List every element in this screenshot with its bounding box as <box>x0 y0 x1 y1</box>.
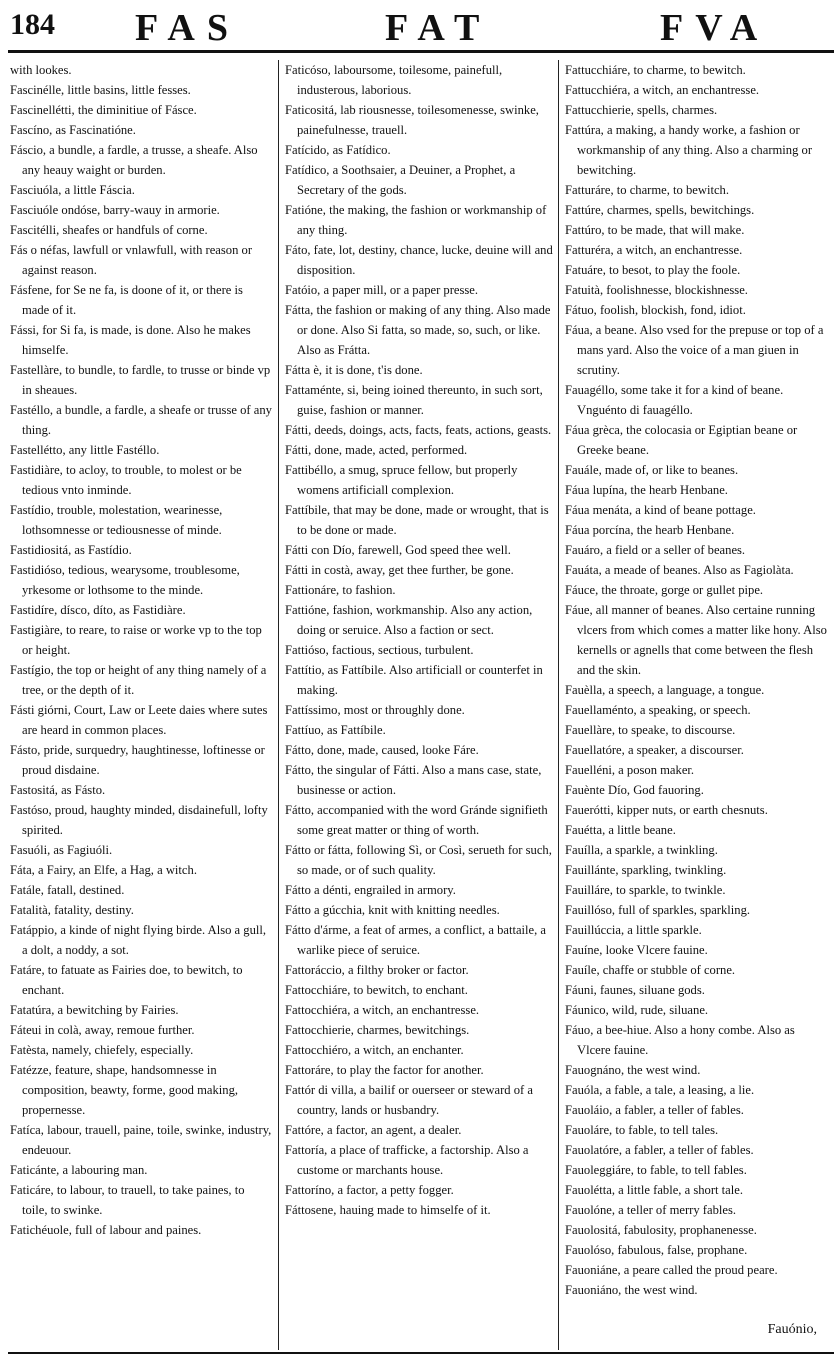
dictionary-entry: Fauolétta, a little fable, a short tale. <box>565 1183 743 1197</box>
dictionary-entry: Fauènte Dío, God fauoring. <box>565 783 704 797</box>
dictionary-entry: Fatóio, a paper mill, or a paper presse. <box>285 283 479 297</box>
dictionary-entry: Fásti giórni, Court, Law or Leete daies where sutes are heard in common places. <box>10 703 268 737</box>
dictionary-entry: Fastidiositá, as Fastídio. <box>10 543 132 557</box>
dictionary-entry: Fasciuóle ondóse, barry-wauy in armorie. <box>10 203 220 217</box>
dictionary-entry: Fauoláre, to fable, to tell tales. <box>565 1123 719 1137</box>
dictionary-entry: Fattoríno, a factor, a petty fogger. <box>285 1183 454 1197</box>
dictionary-entry: Fatióne, the making, the fashion or workmanship of any thing. <box>285 203 547 237</box>
dictionary-entry: Fátto a gúcchia, knit with knitting needles. <box>285 903 500 917</box>
dictionary-entry: Fattúra, a making, a handy worke, a fashion or workmanship of any thing. Also a charming or bewitching. <box>565 123 813 177</box>
page-number: 184 <box>10 8 55 41</box>
footer-rule <box>8 1352 834 1354</box>
dictionary-entry: Fásto, pride, surquedry, haughtinesse, loftinesse or proud disdaine. <box>10 743 265 777</box>
dictionary-entry: Fastóso, proud, haughty minded, disdainefull, lofty spirited. <box>10 803 268 837</box>
dictionary-entry: Fatídico, a Soothsaier, a Deuiner, a Prophet, a Secretary of the gods. <box>285 163 516 197</box>
dictionary-entry: Fasuóli, as Fagiuóli. <box>10 843 113 857</box>
dictionary-entry: Fauagéllo, some take it for a kind of beane. Vnguénto di fauagéllo. <box>565 383 784 417</box>
dictionary-entry: Fatáre, to fatuate as Fairies doe, to bewitch, to enchant. <box>10 963 243 997</box>
dictionary-entry: Fattionáre, to fashion. <box>285 583 396 597</box>
dictionary-entry: Fauílla, a sparkle, a twinkling. <box>565 843 718 857</box>
dictionary-entry: Fattocchiéra, a witch, an enchantresse. <box>285 1003 480 1017</box>
dictionary-entry: Fattocchierie, charmes, bewitchings. <box>285 1023 470 1037</box>
dictionary-entry: Faticóso, laboursome, toilesome, painefull, industerous, laborious. <box>285 63 503 97</box>
dictionary-entry: Fattocchiáre, to bewitch, to enchant. <box>285 983 468 997</box>
dictionary-entry: Fátto d'árme, a feat of armes, a conflict, a battaile, a warlike piece of seruice. <box>285 923 547 957</box>
dictionary-entry: Fátti, deeds, doings, acts, facts, feats, actions, geasts. <box>285 423 552 437</box>
dictionary-entry: Fauilláre, to sparkle, to twinkle. <box>565 883 726 897</box>
dictionary-entry: Fascíno, as Fascinatióne. <box>10 123 136 137</box>
dictionary-entry: Fastidíre, dísco, díto, as Fastidiàre. <box>10 603 186 617</box>
dictionary-entry: Fauillúccia, a little sparkle. <box>565 923 702 937</box>
dictionary-entry: Fauoleggiáre, to fable, to tell fables. <box>565 1163 747 1177</box>
dictionary-entry: Fastéllo, a bundle, a fardle, a sheafe or trusse of any thing. <box>10 403 272 437</box>
dictionary-entry: Fatalità, fatality, destiny. <box>10 903 134 917</box>
dictionary-entry: Fauellàre, to speake, to discourse. <box>565 723 736 737</box>
dictionary-entry: Fattíbile, that may be done, made or wrought, that is to be done or made. <box>285 503 549 537</box>
dictionary-entry: Faticáre, to labour, to trauell, to take paines, to toile, to swinke. <box>10 1183 245 1217</box>
dictionary-entry: Fattoría, a place of trafficke, a factorship. Also a custome or marchants house. <box>285 1143 529 1177</box>
dictionary-entry: Fascinellétti, the diminitiue of Fásce. <box>10 103 197 117</box>
dictionary-entry: Fáto, fate, lot, destiny, chance, lucke, deuine will and disposition. <box>285 243 553 277</box>
dictionary-entry: Fauolositá, fabulosity, prophanenesse. <box>565 1223 757 1237</box>
dictionary-entry: Fás o néfas, lawfull or vnlawfull, with reason or against reason. <box>10 243 253 277</box>
dictionary-entry: Fátto, accompanied with the word Gránde signifieth some great matter or thing of worth. <box>285 803 548 837</box>
dictionary-entry: Fáunico, wild, rude, siluane. <box>565 1003 709 1017</box>
dictionary-entry: Fatáppio, a kinde of night flying birde. Also a gull, a dolt, a noddy, a sot. <box>10 923 267 957</box>
dictionary-entry: Fatézze, feature, shape, handsomnesse in composition, beawty, forme, good making, propernesse. <box>10 1063 239 1117</box>
column-divider <box>278 60 279 1350</box>
dictionary-entry: Fasciuóla, a little Fáscia. <box>10 183 135 197</box>
dictionary-entry: Fáttosene, hauing made to himselfe of it. <box>285 1203 491 1217</box>
dictionary-entry: Fátta è, it is done, t'is done. <box>285 363 423 377</box>
dictionary-entry: Fauerótti, kipper nuts, or earth chesnuts. <box>565 803 768 817</box>
dictionary-entry: Fastellétto, any little Fastéllo. <box>10 443 160 457</box>
dictionary-entry: Fauolóso, fabulous, false, prophane. <box>565 1243 748 1257</box>
dictionary-entry: Fattocchiéro, a witch, an enchanter. <box>285 1043 464 1057</box>
dictionary-entry: Fauellatóre, a speaker, a discourser. <box>565 743 744 757</box>
dictionary-entry: Fattibéllo, a smug, spruce fellow, but properly womens artificiall complexion. <box>285 463 518 497</box>
guide-word-right: FVA <box>660 7 770 49</box>
dictionary-entry: Fauognáno, the west wind. <box>565 1063 701 1077</box>
dictionary-entry: Faticánte, a labouring man. <box>10 1163 148 1177</box>
dictionary-entry: Fascitélli, sheafes or handfuls of corne. <box>10 223 208 237</box>
dictionary-entry: Fatichéuole, full of labour and paines. <box>10 1223 202 1237</box>
dictionary-entry: Fastositá, as Fásto. <box>10 783 106 797</box>
guide-word-middle: FAT <box>385 7 492 49</box>
dictionary-entry: Fattucchiáre, to charme, to bewitch. <box>565 63 746 77</box>
dictionary-entry: Fauíle, chaffe or stubble of corne. <box>565 963 736 977</box>
dictionary-entry: Fauóla, a fable, a tale, a leasing, a lie. <box>565 1083 755 1097</box>
dictionary-entry: Fastígio, the top or height of any thing namely of a tree, or the depth of it. <box>10 663 267 697</box>
dictionary-entry: Fátto, the singular of Fátti. Also a mans case, state, businesse or action. <box>285 763 542 797</box>
dictionary-entry: Fátto, done, made, caused, looke Fáre. <box>285 743 479 757</box>
catchword: Fauónio, <box>767 1322 817 1337</box>
page-header <box>0 0 837 50</box>
dictionary-entry: Fauoniáno, the west wind. <box>565 1283 698 1297</box>
dictionary-entry: with lookes. <box>10 63 72 77</box>
dictionary-entry: Fattoráccio, a filthy broker or factor. <box>285 963 469 977</box>
dictionary-entry: Fauellaménto, a speaking, or speech. <box>565 703 751 717</box>
dictionary-entry: Fatturáre, to charme, to bewitch. <box>565 183 730 197</box>
dictionary-entry: Fatturéra, a witch, an enchantresse. <box>565 243 743 257</box>
dictionary-entry: Fauáta, a meade of beanes. Also as Fagiolàta. <box>565 563 794 577</box>
dictionary-entry: Fauelléni, a poson maker. <box>565 763 695 777</box>
dictionary-entry: Fáue, all manner of beanes. Also certaine running vlcers from which comes a matter like hony. Also kernells or agnells that come between the flesh and the skin. <box>565 603 827 677</box>
dictionary-entry: Fauáro, a field or a seller of beanes. <box>565 543 746 557</box>
dictionary-entry: Fattíuo, as Fattíbile. <box>285 723 386 737</box>
dictionary-entry: Fastigiàre, to reare, to raise or worke vp to the top or height. <box>10 623 262 657</box>
dictionary-entry: Fásfene, for Se ne fa, is doone of it, or there is made of it. <box>10 283 243 317</box>
dictionary-entry: Fauoláio, a fabler, a teller of fables. <box>565 1103 744 1117</box>
dictionary-entry: Fattucchiéra, a witch, an enchantresse. <box>565 83 760 97</box>
dictionary-entry: Fattióso, factious, sectious, turbulent. <box>285 643 474 657</box>
dictionary-entry: Fattoráre, to play the factor for another. <box>285 1063 484 1077</box>
dictionary-entry: Fattaménte, si, being ioined thereunto, in such sort, guise, fashion or manner. <box>285 383 543 417</box>
dictionary-entry: Fáua menáta, a kind of beane pottage. <box>565 503 756 517</box>
dictionary-entry: Fáua grèca, the colocasia or Egiptian beane or Greeke beane. <box>565 423 798 457</box>
dictionary-entry: Fáua lupína, the hearb Henbane. <box>565 483 728 497</box>
dictionary-entry: Faticositá, lab riousnesse, toilesomenesse, swinke, painefulnesse, trauell. <box>285 103 539 137</box>
dictionary-entry: Fátuo, foolish, blockish, fond, idiot. <box>565 303 746 317</box>
dictionary-entry: Fáuce, the throate, gorge or gullet pipe. <box>565 583 764 597</box>
dictionary-entry: Fauolatóre, a fabler, a teller of fables. <box>565 1143 754 1157</box>
dictionary-entry: Fauèlla, a speech, a language, a tongue. <box>565 683 765 697</box>
dictionary-entry: Fáua, a beane. Also vsed for the prepuse or top of a mans yard. Also the voice of a man giuen in scrutiny. <box>565 323 824 377</box>
dictionary-entry: Fauále, made of, or like to beanes. <box>565 463 739 477</box>
dictionary-entry: Fascinélle, little basins, little fesses. <box>10 83 191 97</box>
dictionary-entry: Fátto a dénti, engrailed in armory. <box>285 883 456 897</box>
guide-word-left: FAS <box>135 7 240 49</box>
column-right <box>565 60 830 1350</box>
dictionary-entry: Fatatúra, a bewitching by Fairies. <box>10 1003 179 1017</box>
dictionary-entry: Fastidióso, tedious, wearysome, troublesome, yrkesome or lothsome to the minde. <box>10 563 240 597</box>
dictionary-entry: Fatuità, foolishnesse, blockishnesse. <box>565 283 748 297</box>
dictionary-entry: Fássi, for Si fa, is made, is done. Also he makes himselfe. <box>10 323 251 357</box>
dictionary-entry: Fastídio, trouble, molestation, wearinesse, lothsomnesse or tediousnesse of minde. <box>10 503 223 537</box>
dictionary-entry: Fattítio, as Fattíbile. Also artificiall or counterfet in making. <box>285 663 543 697</box>
column-left <box>10 60 272 1350</box>
dictionary-entry: Fáua porcína, the hearb Henbane. <box>565 523 735 537</box>
dictionary-entry: Fattúre, charmes, spells, bewitchings. <box>565 203 755 217</box>
dictionary-entry: Fauillánte, sparkling, twinkling. <box>565 863 727 877</box>
dictionary-entry: Fatèsta, namely, chiefely, especially. <box>10 1043 194 1057</box>
dictionary-entry: Fátta, the fashion or making of any thing. Also made or done. Also Si fatta, so made, so, such, or like. Also as Frátta. <box>285 303 551 357</box>
dictionary-entry: Fattucchierie, spells, charmes. <box>565 103 718 117</box>
dictionary-entry: Fáuni, faunes, siluane gods. <box>565 983 705 997</box>
dictionary-entry: Fauoniáne, a peare called the proud peare. <box>565 1263 778 1277</box>
dictionary-entry: Fattóre, a factor, an agent, a dealer. <box>285 1123 462 1137</box>
dictionary-entry: Fátti in costà, away, get thee further, be gone. <box>285 563 514 577</box>
dictionary-entry: Fáta, a Fairy, an Elfe, a Hag, a witch. <box>10 863 197 877</box>
column-divider <box>558 60 559 1350</box>
dictionary-entry: Fauíne, looke Vlcere fauine. <box>565 943 708 957</box>
dictionary-entry: Fatícido, as Fatídico. <box>285 143 391 157</box>
dictionary-entry: Fauillóso, full of sparkles, sparkling. <box>565 903 751 917</box>
dictionary-entry: Fatíca, labour, trauell, paine, toile, swinke, industry, endeuour. <box>10 1123 272 1157</box>
dictionary-entry: Fatále, fatall, destined. <box>10 883 125 897</box>
dictionary-entry: Fattíssimo, most or throughly done. <box>285 703 465 717</box>
dictionary-entry: Fattióne, fashion, workmanship. Also any action, doing or seruice. Also a faction or sect. <box>285 603 533 637</box>
dictionary-entry: Fáteui in colà, away, remoue further. <box>10 1023 195 1037</box>
dictionary-entry: Fáuo, a bee-hiue. Also a hony combe. Also as Vlcere fauine. <box>565 1023 795 1057</box>
dictionary-entry: Fauétta, a little beane. <box>565 823 676 837</box>
dictionary-entry: Fattúro, to be made, that will make. <box>565 223 745 237</box>
column-middle <box>285 60 555 1350</box>
dictionary-entry: Fastidiàre, to acloy, to trouble, to molest or be tedious vnto inminde. <box>10 463 242 497</box>
dictionary-entry: Fauolóne, a teller of merry fables. <box>565 1203 736 1217</box>
dictionary-entry: Fatuáre, to besot, to play the foole. <box>565 263 741 277</box>
dictionary-entry: Fáscio, a bundle, a fardle, a trusse, a sheafe. Also any heauy waight or burden. <box>10 143 258 177</box>
header-rule <box>8 50 834 53</box>
dictionary-entry: Fattór di villa, a bailif or ouerseer or steward of a country, lands or husbandry. <box>285 1083 533 1117</box>
dictionary-entry: Fátti, done, made, acted, performed. <box>285 443 468 457</box>
dictionary-entry: Fátto or fátta, following Sì, or Così, serueth for such, so made, or of such quality. <box>285 843 552 877</box>
dictionary-entry: Fátti con Dío, farewell, God speed thee well. <box>285 543 511 557</box>
dictionary-entry: Fastellàre, to bundle, to fardle, to trusse or binde vp in sheaues. <box>10 363 271 397</box>
